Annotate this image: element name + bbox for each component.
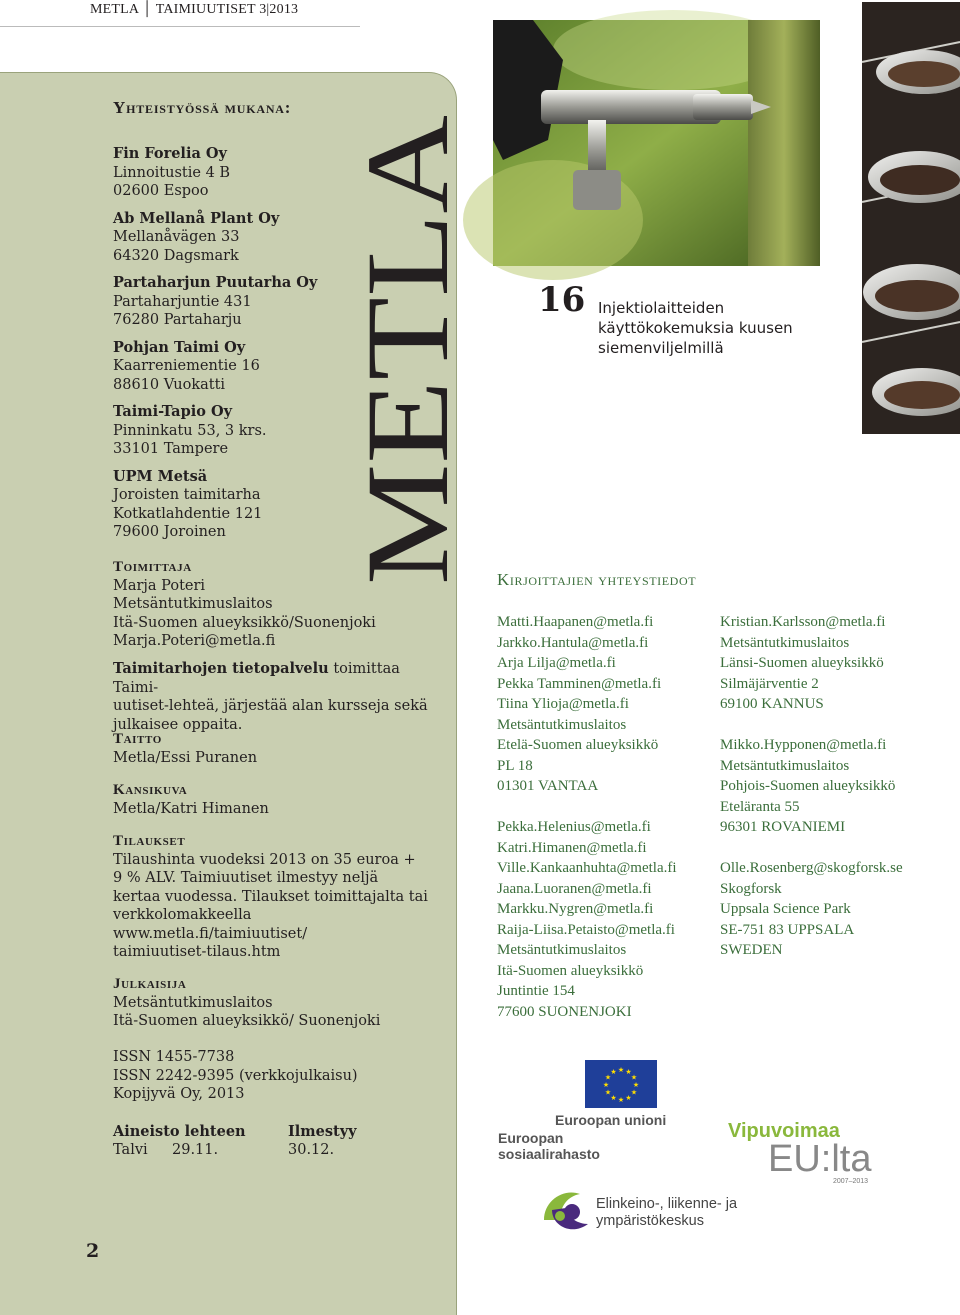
author-line: Pekka Tamminen@metla.fi: [497, 675, 662, 692]
eu-star-icon: ★: [617, 1096, 625, 1104]
editor-line: Marja Poteri: [113, 577, 206, 594]
ely-logo: [538, 1180, 768, 1240]
spacer: [720, 838, 955, 859]
editor-section: [113, 558, 433, 651]
header-series: TAIMIUUTISET: [155, 2, 256, 17]
orders-line: kertaa vuodessa. Tilaukset toimittajalta tai: [113, 888, 428, 905]
issn-line: ISSN 2242-9395 (verkkojulkaisu): [113, 1067, 358, 1084]
orders-section: [113, 832, 443, 962]
editor-line: Metsäntutkimuslaitos: [113, 596, 273, 612]
partner-line: 64320 Dagsmark: [113, 247, 239, 264]
authors-heading: Kirjoittajien yhteystiedot: [497, 570, 697, 589]
seed-tray-photo: [862, 2, 960, 434]
partner-block: [113, 403, 413, 459]
author-line: Raija-Liisa.Petaisto@metla.fi: [497, 921, 675, 938]
author-line: Matti.Haapanen@metla.fi: [497, 614, 654, 630]
info-service-bold: Taimitarhojen tietopalvelu: [113, 660, 329, 677]
partner-line: Partaharjuntie 431: [113, 293, 252, 310]
partner-line: 79600 Joroinen: [113, 524, 226, 540]
author-line: 01301 VANTAA: [497, 778, 599, 794]
header-separator: │: [142, 2, 153, 17]
schedule-release: 30.12.: [288, 1142, 335, 1158]
partner-block: [113, 274, 413, 330]
author-line: Etelä-Suomen alueyksikkö: [497, 737, 659, 753]
publisher-section: [113, 975, 380, 1031]
partner-block: [113, 468, 413, 542]
partner-name: Taimi-Tapio Oy: [113, 403, 232, 420]
authors-col-1: [497, 612, 717, 1022]
orders-line: verkkolomakkeella: [113, 907, 252, 923]
author-line: SWEDEN: [720, 942, 783, 958]
author-line: Jarkko.Hantula@metla.fi: [497, 634, 649, 651]
author-line: Silmäjärventie 2: [720, 675, 819, 692]
orders-link[interactable]: taimiuutiset-tilaus.htm: [113, 944, 281, 960]
schedule-deadline: 29.11.: [172, 1142, 219, 1158]
eu-star-icon: ★: [602, 1081, 610, 1089]
partner-line: Kaarreniementie 16: [113, 358, 260, 374]
schedule-head-2: Ilmestyy: [288, 1123, 357, 1140]
orders-line: Tilaushinta vuodeksi 2013 on 35 euroa +: [113, 851, 416, 868]
eu-star-icon: ★: [604, 1073, 612, 1082]
partner-line: 88610 Vuokatti: [113, 376, 226, 393]
eu-flag-icon: [585, 1060, 657, 1108]
partner-line: Kotkatlahdentie 121: [113, 505, 263, 522]
vipu-line-1: Vipuvoimaa: [728, 1120, 840, 1142]
author-line: Tiina Ylioja@metla.fi: [497, 696, 629, 712]
author-line: Pekka.Helenius@metla.fi: [497, 819, 651, 835]
issn-line: Kopijyvä Oy, 2013: [113, 1086, 245, 1102]
editor-heading: Toimittaja: [113, 559, 192, 575]
partner-line: 33101 Tampere: [113, 441, 229, 457]
author-line: Katri.Himanen@metla.fi: [497, 839, 647, 856]
injection-device-photo: [493, 20, 820, 266]
author-line: Pohjois-Suomen alueyksikkö: [720, 778, 896, 794]
partner-line: 02600 Espoo: [113, 183, 209, 199]
story-title-line: Injektiolaitteiden: [598, 299, 725, 317]
publisher-heading: Julkaisija: [113, 976, 187, 992]
running-header: [90, 2, 298, 18]
partner-line: Pinninkatu 53, 3 krs.: [113, 422, 267, 439]
partner-name: Partaharjun Puutarha Oy: [113, 274, 318, 291]
author-line: Metsäntutkimuslaitos: [720, 634, 850, 651]
author-line: Metsäntutkimuslaitos: [497, 942, 627, 958]
author-line: Itä-Suomen alueyksikkö: [497, 962, 644, 979]
info-service-text: toimittaa Taimi-: [113, 661, 400, 696]
publisher-line: Itä-Suomen alueyksikkö/ Suonenjoki: [113, 1013, 381, 1029]
author-line: Länsi-Suomen alueyksikkö: [720, 655, 884, 671]
story-page-number: 16: [538, 280, 586, 320]
story-title-line: käyttökokemuksia kuusen: [598, 319, 793, 337]
author-line: Skogforsk: [720, 880, 782, 897]
partner-block: [113, 145, 413, 201]
cover-heading: Kansikuva: [113, 782, 188, 798]
partner-line: Mellanåvägen 33: [113, 229, 240, 245]
spacer: [720, 715, 955, 736]
schedule-head-1: Aineisto lehteen: [113, 1123, 246, 1140]
author-line: Kristian.Karlsson@metla.fi: [720, 614, 886, 630]
author-line: SE-751 83 UPPSALA: [720, 921, 855, 938]
cover-line: Metla/Katri Himanen: [113, 800, 269, 817]
eu-star-icon: ★: [630, 1088, 638, 1097]
author-line: Juntintie 154: [497, 983, 575, 999]
author-line: Metsäntutkimuslaitos: [720, 757, 850, 774]
editor-line: Itä-Suomen alueyksikkö/Suonenjoki: [113, 614, 376, 631]
eu-line-2: Euroopan sosiaalirahasto: [498, 1130, 600, 1162]
header-rule: [0, 26, 360, 27]
partners-heading: Yhteistyössä mukana:: [113, 98, 292, 117]
cover-section: [113, 781, 269, 818]
eu-logo: [498, 1060, 668, 1162]
header-issue: 3|2013: [259, 2, 299, 17]
issn-line: ISSN 1455-7738: [113, 1049, 235, 1065]
publisher-line: Metsäntutkimuslaitos: [113, 994, 273, 1011]
partner-line: Linnoitustie 4 B: [113, 164, 231, 181]
layout-line: Metla/Essi Puranen: [113, 749, 258, 766]
author-line: Uppsala Science Park: [720, 901, 851, 917]
author-line: Jaana.Luoranen@metla.fi: [497, 880, 652, 897]
author-line: 96301 ROVANIEMI: [720, 819, 846, 835]
orders-line: 9 % ALV. Taimiuutiset ilmestyy neljä: [113, 870, 379, 886]
partner-name: UPM Metsä: [113, 467, 208, 485]
partner-block: [113, 210, 413, 266]
partner-list: [113, 145, 413, 542]
author-line: PL 18: [497, 757, 533, 774]
issn-section: [113, 1048, 358, 1104]
eu-star-icon: ★: [617, 1066, 625, 1074]
eu-star-icon: ★: [625, 1068, 632, 1076]
schedule-season: Talvi: [113, 1142, 148, 1158]
author-line: 69100 KANNUS: [720, 696, 824, 712]
ely-emblem-icon: [538, 1180, 594, 1236]
eu-star-icon: ★: [625, 1094, 632, 1102]
partner-block: [113, 339, 413, 395]
layout-section: [113, 730, 257, 767]
partner-line: 76280 Partaharju: [113, 312, 242, 328]
header-title: METLA: [90, 2, 139, 17]
layout-heading: Taitto: [113, 731, 162, 747]
eu-star-icon: ★: [630, 1073, 638, 1082]
metla-wordmark-text: METLA: [342, 178, 473, 585]
author-line: Eteläranta 55: [720, 798, 800, 815]
partner-line: Joroisten taimitarha: [113, 487, 261, 503]
vipu-line-2: EU:lta: [768, 1138, 872, 1180]
story-title: [598, 298, 828, 358]
orders-link[interactable]: www.metla.fi/taimiuutiset/: [113, 925, 308, 942]
eu-star-icon: ★: [610, 1094, 617, 1102]
ely-line-1: Elinkeino-, liikenne- ja: [596, 1196, 738, 1212]
info-service-line: julkaisee oppaita.: [113, 716, 243, 733]
author-line: Markku.Nygren@metla.fi: [497, 901, 654, 917]
eu-line-1: Euroopan unioni: [555, 1112, 667, 1128]
author-line: Metsäntutkimuslaitos: [497, 716, 627, 733]
author-line: 77600 SUONENJOKI: [497, 1003, 632, 1020]
eu-star-icon: ★: [610, 1068, 617, 1076]
partner-name: Pohjan Taimi Oy: [113, 338, 246, 356]
info-service: [113, 660, 433, 734]
partner-name: Ab Mellanå Plant Oy: [113, 209, 280, 227]
vipu-years: 2007–2013: [833, 1178, 869, 1185]
spacer: [497, 797, 717, 818]
orders-heading: Tilaukset: [113, 833, 186, 849]
author-line: Arja Lilja@metla.fi: [497, 655, 616, 671]
partner-name: Fin Forelia Oy: [113, 145, 227, 162]
eu-star-icon: ★: [604, 1088, 612, 1097]
story-title-line: siemenviljelmillä: [598, 339, 724, 357]
author-line: Ville.Kankaanhuhta@metla.fi: [497, 860, 677, 876]
info-service-line: uutiset-lehteä, järjestää alan kursseja sekä: [113, 698, 428, 714]
ely-line-2: ympäristökeskus: [596, 1213, 704, 1229]
eu-star-icon: ★: [632, 1081, 640, 1089]
page-number: 2: [86, 1240, 100, 1262]
editor-email: Marja.Poteri@metla.fi: [113, 633, 276, 649]
author-line: Mikko.Hypponen@metla.fi: [720, 737, 887, 753]
author-line: Olle.Rosenberg@skogforsk.se: [720, 860, 903, 876]
authors-col-2: [720, 612, 955, 961]
